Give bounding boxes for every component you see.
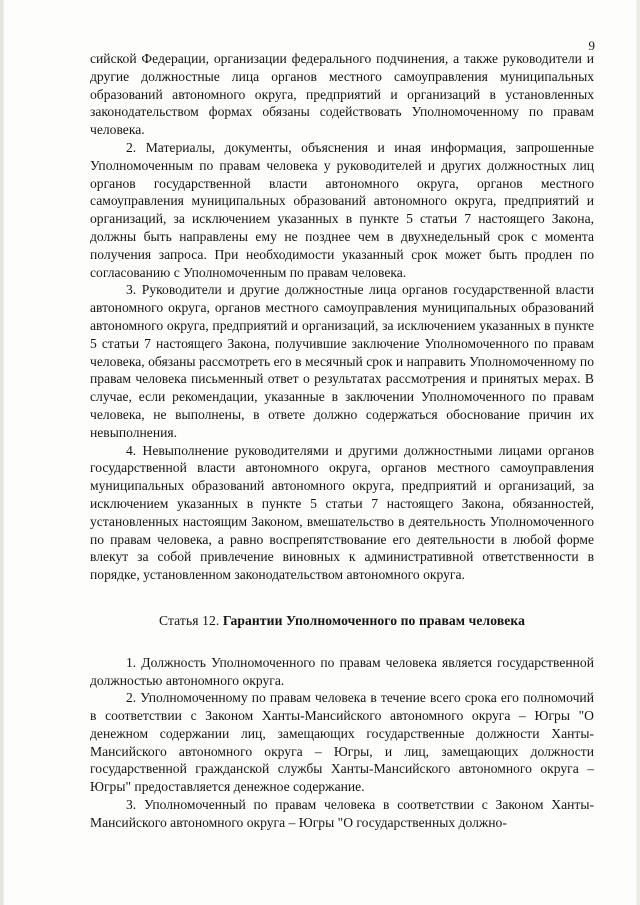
scan-edge-left <box>1 0 5 905</box>
paragraph-article12-item-3: 3. Уполномоченный по правам человека в соответствии с Законом Ханты-Мансийского автономного округа – Югры "О государственных должно- <box>90 797 594 830</box>
paragraph-continuation: сийской Федерации, организации федерального подчинения, а также руководители и другие должностные лица органов местного самоуправления муниципальных образований автономного округа, предприятий и организаций в установленных законодательством формах обязаны содействовать Уполномоченному по правам человека. <box>90 51 594 138</box>
article-heading <box>90 612 594 630</box>
paragraph-article12-item-2: 2. Уполномоченному по правам человека в течение всего срока его полномочий в соответствии с Законом Ханты-Мансийского автономного округа – Югры "О денежном содержании лиц, замещающих государственные должности Ханты-Мансийского автономного округа – Югры, и лиц, замещающих должности государственной гражданской службы Ханты-Мансийского автономного округа – Югры" предоставляется денежное содержание. <box>90 690 594 795</box>
paragraph-article12-item-1: 1. Должность Уполномоченного по правам человека является государственной должностью автономного округа. <box>90 654 594 688</box>
article-title: Гарантии Уполномоченного по правам человека <box>222 612 526 628</box>
paragraph-item-3: 3. Руководители и другие должностные лица органов государственной власти автономного округа, органов местного самоуправления муниципальных образований автономного округа, предприятий и организаций, за исключением указанных в пункте 5 статьи 7 настоящего Закона, получившие заключение Уполномоченного по правам человека, обязаны рассмотреть его в месячный срок и направить Уполномоченному по правам человека письменный ответ о результатах рассмотрения и принятых мерах. В случае, если рекомендации, указанные в заключении Уполномоченного по правам человека, не выполнены, в ответе должно содержаться обоснование причин их невыполнения. <box>90 282 594 440</box>
document-body <box>90 50 594 832</box>
page-number: 9 <box>588 38 595 53</box>
paragraph-item-4: 4. Невыполнение руководителями и другими должностными лицами органов государственной власти автономного округа, органов местного самоуправления муниципальных образований автономного округа, предприятий и организаций, за исключением указанных в пункте 5 статьи 7 настоящего Закона, обязанностей, установленных настоящим Законом, вмешательство в деятельность Уполномоченного по правам человека, а равно воспрепятствование его деятельности в любой форме влекут за собой привлечение виновных к административной ответственности в порядке, установленном законодательством автономного округа. <box>90 442 594 583</box>
paragraph-item-2: 2. Материалы, документы, объяснения и иная информация, запрошенные Уполномоченным по правам человека у руководителей и других должностных лиц органов государственной власти автономного округа, органов местного самоуправления муниципальных образований автономного округа, предприятий и организаций, за исключением указанных в пункте 5 статьи 7 настоящего Закона, должны быть направлены ему не позднее чем в двухнедельный срок с момента получения запроса. При необходимости указанный срок может быть продлен по согласованию с Уполномоченным по правам человека. <box>90 139 594 280</box>
scan-edge-right <box>635 0 639 905</box>
article-number: Статья 12. <box>158 612 220 628</box>
